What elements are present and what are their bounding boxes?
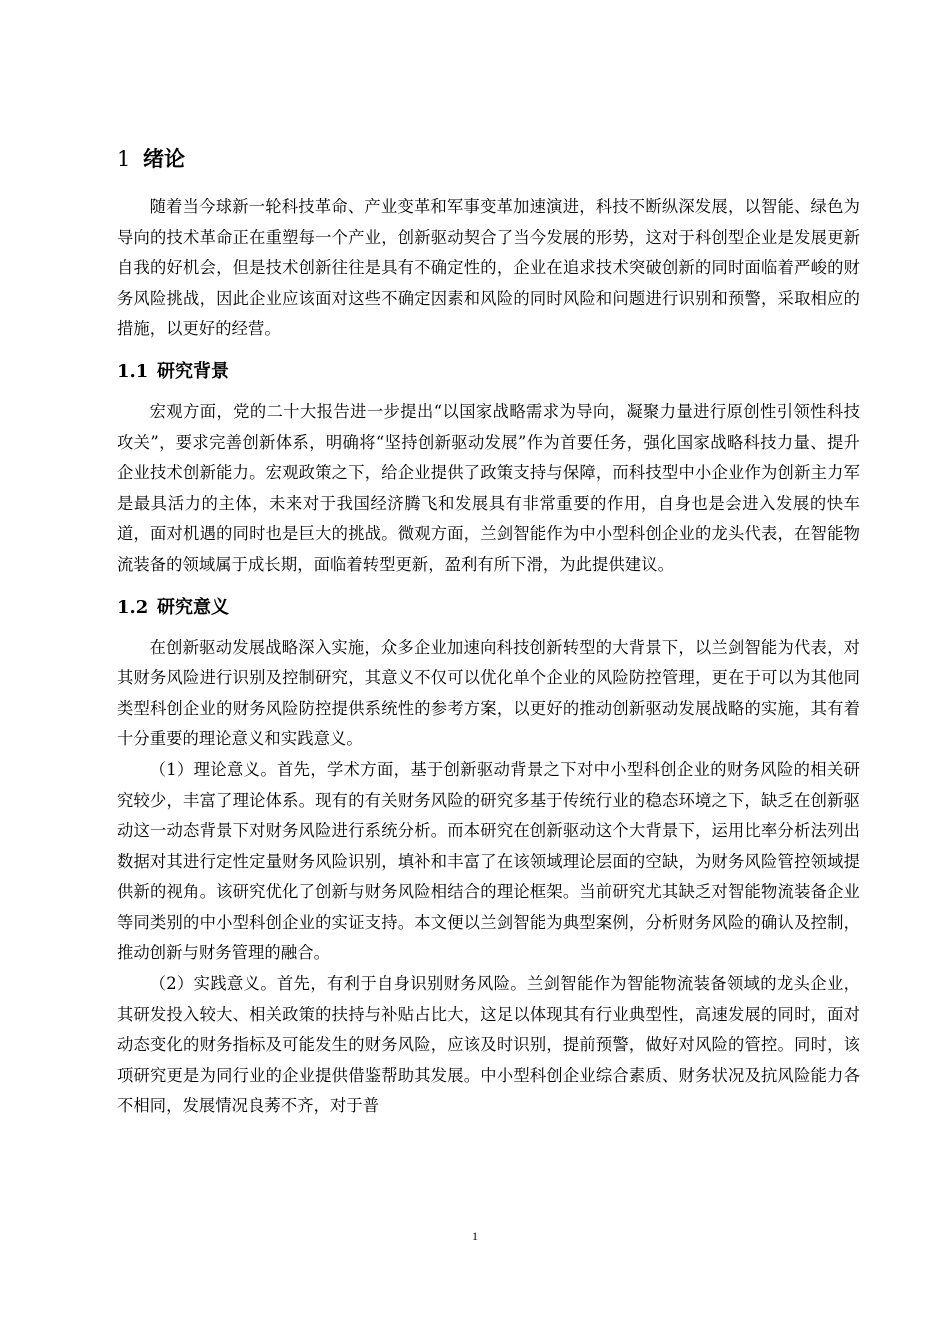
section-title: 研究背景 — [157, 360, 229, 382]
practical-significance-paragraph: （2）实践意义。首先，有利于自身识别财务风险。兰剑智能作为智能物流装备领域的龙头企业，其研发投入较大、相关政策的扶持与补贴占比大，这足以体现其有行业典型性，高速发展的同时，面对动态变化的财务指标及可能发生的财务风险，应该及时识别，提前预警，做好对风险的管控。同时，该项研究更是为同行业的企业提供借鉴帮助其发展。中小型科创企业综合素质、财务状况及抗风险能力各不相同，发展情况良莠不齐，对于普 — [117, 974, 860, 1116]
chapter-heading — [117, 142, 860, 176]
chapter-title: 绪论 — [143, 146, 185, 171]
background-paragraph: 宏观方面，党的二十大报告进一步提出“以国家战略需求为导向，凝聚力量进行原创性引领性科技攻关”，要求完善创新体系，明确将“坚持创新驱动发展”作为首要任务，强化国家战略科技力量、提升企业技术创新能力。宏观政策之下，给企业提供了政策支持与保障，而科技型中小企业作为创新主力军是最具活力的主体，未来对于我国经济腾飞和发展具有非常重要的作用，自身也是会进入发展的快车道，面对机遇的同时也是巨大的挑战。微观方面，兰剑智能作为中小型科创企业的龙头代表，在智能物流装备的领域属于成长期，面临着转型更新，盈利有所下滑，为此提供建议。 — [117, 401, 860, 574]
significance-paragraph: 在创新驱动发展战略深入实施，众多企业加速向科技创新转型的大背景下，以兰剑智能为代表，对其财务风险进行识别及控制研究，其意义不仅可以优化单个企业的风险防控管理，更在于可以为其他同类型科创企业的财务风险防控提供系统性的参考方案，以更好的推动创新驱动发展战略的实施，其有着十分重要的理论意义和实践意义。 — [117, 637, 860, 749]
section-heading-1-1 — [117, 357, 860, 387]
section-number: 1.1 — [117, 360, 149, 382]
chapter-number: 1 — [117, 147, 131, 171]
section-heading-1-2 — [117, 593, 860, 623]
section-title: 研究意义 — [157, 596, 229, 618]
theoretical-significance-paragraph: （1）理论意义。首先，学术方面，基于创新驱动背景之下对中小型科创企业的财务风险的相关研究较少，丰富了理论体系。现有的有关财务风险的研究多基于传统行业的稳态环境之下，缺乏在创新驱动这一动态背景下对财务风险进行系统分析。而本研究在创新驱动这个大背景下，运用比率分析法列出数据对其进行定性定量财务风险识别，填补和丰富了在该领域理论层面的空缺，为财务风险管控领域提供新的视角。该研究优化了创新与财务风险相结合的理论框架。当前研究尤其缺乏对智能物流装备企业等同类别的中小型科创企业的实证支持。本文便以兰剑智能为典型案例，分析财务风险的确认及控制，推动创新与财务管理的融合。 — [117, 759, 860, 963]
chapter-intro-paragraph: 随着当今球新一轮科技革命、产业变革和军事变革加速演进，科技不断纵深发展，以智能、绿色为导向的技术革命正在重塑每一个产业，创新驱动契合了当今发展的形势，这对于科创型企业是发展更新自我的好机会，但是技术创新往往是具有不确定性的，企业在追求技术突破创新的同时面临着严峻的财务风险挑战，因此企业应该面对这些不确定因素和风险的同时风险和问题进行识别和预警，采取相应的措施，以更好的经营。 — [117, 197, 860, 339]
page-number: 1 — [472, 1229, 478, 1243]
section-number: 1.2 — [117, 596, 149, 618]
page-content — [117, 142, 860, 1122]
